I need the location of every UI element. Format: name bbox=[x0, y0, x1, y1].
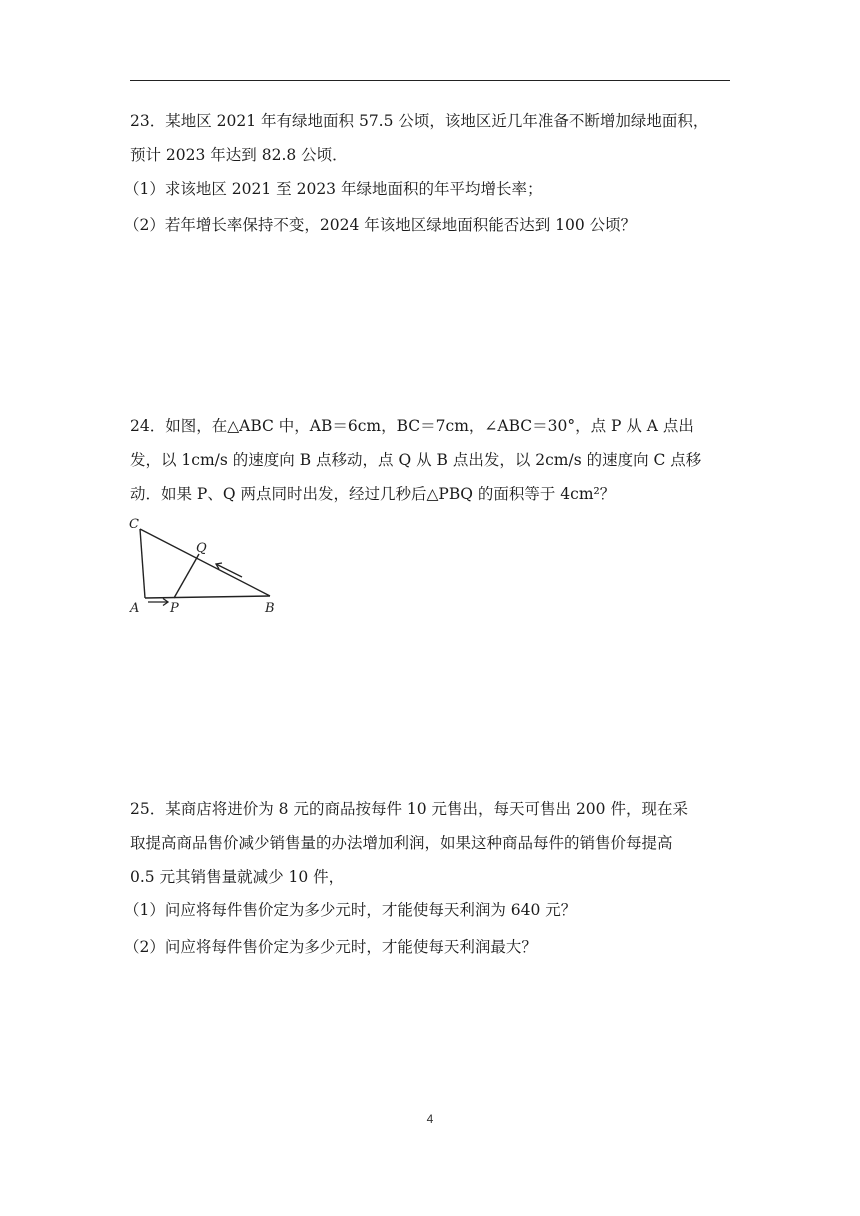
problem-24-line-3: 动．如果 P、Q 两点同时出发，经过几秒后△PBQ 的面积等于 4cm²？ bbox=[130, 485, 616, 503]
label-q: Q bbox=[196, 541, 207, 556]
problem-25-text bbox=[130, 792, 730, 894]
label-p: P bbox=[170, 601, 179, 616]
side-ab bbox=[145, 596, 270, 598]
side-ca bbox=[140, 529, 145, 598]
problem-24-line-2: 发，以 1cm/s 的速度向 B 点移动，点 Q 从 B 点出发，以 2cm/s 的速度向 C 点移 bbox=[130, 451, 702, 469]
problem-23-line-2: 预计 2023 年达到 82.8 公顷． bbox=[130, 146, 348, 164]
label-a: A bbox=[130, 601, 140, 616]
problem-23-part-2: （2）若年增长率保持不变，2024 年该地区绿地面积能否达到 100 公顷？ bbox=[124, 216, 637, 234]
triangle-figure bbox=[126, 514, 286, 618]
segment-pq bbox=[174, 554, 199, 598]
problem-23-line-1: 23．某地区 2021 年有绿地面积 57.5 公顷，该地区近几年准备不断增加绿地面积， bbox=[130, 112, 709, 130]
label-b: B bbox=[265, 601, 275, 616]
page-number: 4 bbox=[426, 1112, 434, 1126]
problem-24-text bbox=[130, 409, 730, 511]
label-c: C bbox=[129, 517, 139, 532]
problem-24-line-1: 24．如图，在△ABC 中，AB＝6cm，BC＝7cm，∠ABC＝30°，点 P 从 A 点出 bbox=[130, 417, 694, 435]
problem-23-text bbox=[130, 104, 730, 172]
side-cb bbox=[140, 529, 270, 596]
problem-25-line-1: 25．某商店将进价为 8 元的商品按每件 10 元售出，每天可售出 200 件，现在采 bbox=[130, 800, 688, 818]
problem-25-part-2: （2）问应将每件售价定为多少元时，才能使每天利润最大？ bbox=[124, 938, 537, 956]
problem-23-part-1: （1）求该地区 2021 至 2023 年绿地面积的年平均增长率； bbox=[124, 180, 543, 198]
header-rule bbox=[130, 80, 730, 81]
problem-25-part-1: （1）问应将每件售价定为多少元时，才能使每天利润为 640 元？ bbox=[124, 901, 577, 919]
problem-25-line-3: 0.5 元其销售量就减少 10 件， bbox=[130, 868, 345, 886]
problem-25-line-2: 取提高商品售价减少销售量的办法增加利润，如果这种商品每件的销售价每提高 bbox=[130, 834, 673, 852]
